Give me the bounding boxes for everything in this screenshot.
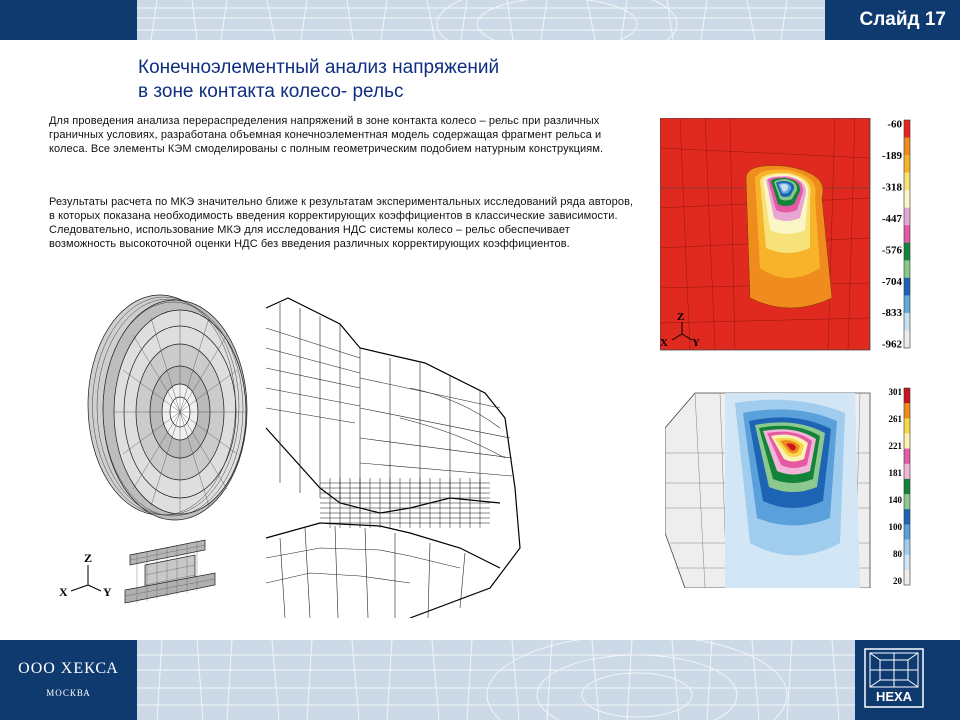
bottom-plot-legend-label: 140 xyxy=(888,495,902,505)
top-plot-legend-label: -60 xyxy=(887,118,902,131)
bottom-plot-legend-swatch xyxy=(904,403,910,418)
bottom-plot-legend-swatch xyxy=(904,479,910,494)
top-plot-legend-swatch xyxy=(904,173,910,191)
top-plot-legend-swatch xyxy=(904,260,910,278)
top-plot-legend-swatch xyxy=(904,225,910,243)
company-name: ООО ХЕКСА xyxy=(18,660,119,677)
top-plot-color-legend xyxy=(882,119,910,351)
footer-band xyxy=(0,640,960,720)
top-plot-legend-label: -447 xyxy=(881,212,902,225)
bottom-plot-legend-label: 261 xyxy=(888,414,902,424)
bottom-plot-legend-label: 80 xyxy=(893,549,902,559)
title-line-1: Конечноэлементный анализ напряжений xyxy=(138,57,500,78)
top-plot-legend-label: -189 xyxy=(881,150,902,163)
top-plot-legend-label: -318 xyxy=(881,181,902,194)
top-plot-legend-swatch xyxy=(904,313,910,331)
top-plot-legend-swatch xyxy=(904,208,910,226)
bottom-plot-legend-swatch xyxy=(904,540,910,555)
slide-title xyxy=(138,56,499,104)
company-city: МОСКВА xyxy=(46,688,91,698)
bottom-plot-legend-swatch xyxy=(904,449,910,464)
top-plot-legend-swatch xyxy=(904,278,910,296)
footer-mesh-decoration xyxy=(137,640,855,720)
footer-navy-left xyxy=(0,640,137,720)
top-plot-legend-label: -962 xyxy=(881,338,902,351)
contact-zone-mesh-detail xyxy=(260,288,532,618)
axis-z-label: Z xyxy=(84,551,93,565)
top-plot-legend-swatch xyxy=(904,120,910,138)
axis-y-label: Y xyxy=(103,585,112,599)
top-plot-legend-swatch xyxy=(904,243,910,261)
bottom-plot-legend-swatch xyxy=(904,509,910,524)
title-line-2: в зоне контакта колесо- рельс xyxy=(138,81,404,102)
top-plot-legend-label: -576 xyxy=(881,244,902,257)
stress-plot-tension xyxy=(665,383,915,588)
logo-text: HEXA xyxy=(875,689,913,704)
bottom-plot-legend-label: 100 xyxy=(888,522,902,532)
bottom-plot-color-legend xyxy=(889,387,911,586)
top-plot-legend-label: -704 xyxy=(881,275,902,288)
stress-plot-compression xyxy=(660,118,915,352)
header-navy-left xyxy=(0,0,137,40)
bottom-plot-legend-label: 20 xyxy=(893,576,902,586)
hexa-logo[interactable] xyxy=(864,648,924,708)
bottom-plot-legend-swatch xyxy=(904,524,910,539)
bottom-plot-legend-label: 181 xyxy=(888,468,902,478)
header-band xyxy=(0,0,960,40)
top-plot-axis-x: X xyxy=(660,337,668,349)
bottom-plot-legend-swatch xyxy=(904,570,910,585)
bottom-plot-legend-swatch xyxy=(904,464,910,479)
bottom-plot-legend-label: 221 xyxy=(888,441,902,451)
top-plot-legend-swatch xyxy=(904,138,910,156)
top-plot-legend-swatch xyxy=(904,190,910,208)
axis-x-label: X xyxy=(59,585,68,599)
top-plot-axis-y: Y xyxy=(692,337,700,349)
top-plot-legend-swatch xyxy=(904,295,910,313)
bottom-plot-legend-label: 301 xyxy=(888,387,902,397)
paragraph-2: Результаты расчета по МКЭ значительно ближе к результатам экспериментальных исследований ряда авторов, в которых показана необходимость введения корректирующих коэффициентов в классические зависимости. Следовательно, использование МКЭ для исследования НДС системы колесо – рельс обеспечивает возможность высокоточной оценки НДС без введения различных корректирующих коэффициентов. xyxy=(49,196,634,250)
bottom-plot-legend-swatch xyxy=(904,388,910,403)
bottom-plot-legend-swatch xyxy=(904,555,910,570)
top-plot-legend-swatch xyxy=(904,155,910,173)
top-plot-axis-z: Z xyxy=(677,311,685,323)
paragraph-1: Для проведения анализа перераспределения напряжений в зоне контакта колесо – рельс при различных граничных условиях, разработана объемная конечноэлементная модель содержащая фрагмент рельса и колеса. Все элементы КЭМ смоделированы с полным геометрическим подобием натурным конструкциям. xyxy=(49,115,604,155)
wheel-rail-mesh-model xyxy=(55,285,255,605)
top-plot-legend-label: -833 xyxy=(881,307,902,320)
bottom-plot-legend-swatch xyxy=(904,418,910,433)
bottom-plot-legend-swatch xyxy=(904,494,910,509)
header-mesh-decoration xyxy=(137,0,825,40)
slide-number: Слайд 17 xyxy=(859,9,946,30)
top-plot-legend-swatch xyxy=(904,330,910,348)
bottom-plot-legend-swatch xyxy=(904,433,910,448)
